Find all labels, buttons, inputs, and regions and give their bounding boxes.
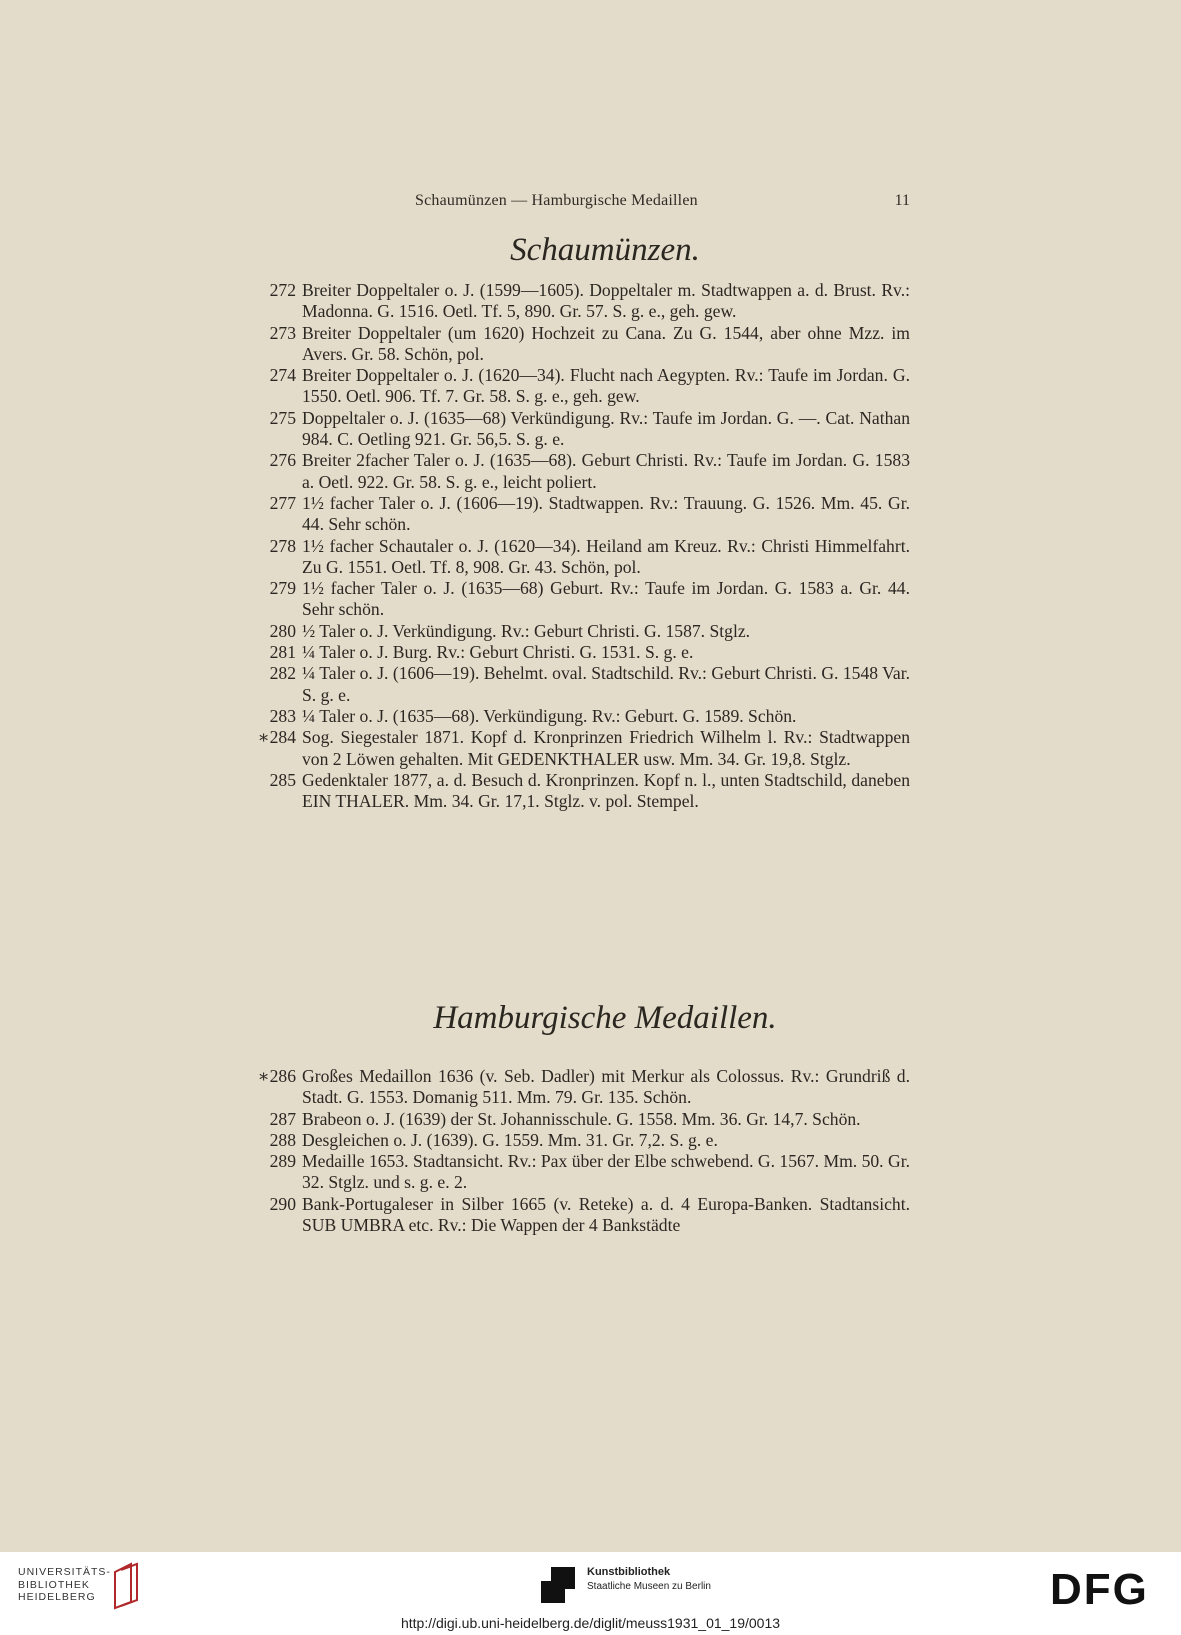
catalog-entry [246, 1109, 910, 1130]
entry-description: Breiter Doppeltaler (um 1620) Hochzeit zu Cana. Zu G. 1544, aber ohne Mzz. im Avers. Gr. 58. Schön, pol. [302, 322, 910, 364]
entry-description: Doppeltaler o. J. (1635—68) Verkündigung. Rv.: Taufe im Jordan. G. —. Cat. Nathan 984. C. Oetling 921. Gr. 56,5. S. g. e. [302, 407, 910, 450]
catalog-entry [246, 365, 910, 408]
catalog-entry [246, 280, 910, 323]
entry-description: Gedenktaler 1877, a. d. Besuch d. Kronprinzen. Kopf n. l., unten Stadtschild, daneben EIN THALER. Mm. 34. Gr. 17,1. Stglz. v. pol. Stempel. [302, 769, 910, 812]
entry-description: Medaille 1653. Stadtansicht. Rv.: Pax über der Elbe schwebend. G. 1567. Mm. 50. Gr. 32. Stglz. und s. g. e. 2. [302, 1151, 910, 1193]
entry-number: 274 [269, 365, 296, 386]
university-logo-line: UNIVERSITÄTS- [18, 1566, 111, 1578]
university-library-icon [111, 1562, 141, 1610]
catalog-entry [246, 493, 910, 536]
section-title-schaumuenzen: Schaumünzen. [510, 232, 700, 268]
running-header [300, 192, 910, 216]
entry-description: Breiter Doppeltaler o. J. (1599—1605). Doppeltaler m. Stadtwappen a. d. Brust. Rv.: Madonna. G. 1516. Oetl. Tf. 5, 890. Gr. 57. S. g. e., geh. gew. [302, 280, 910, 322]
catalog-entry [246, 1066, 910, 1109]
catalog-entry [246, 1130, 910, 1151]
running-title: Schaumünzen — Hamburgische Medaillen [415, 192, 698, 209]
catalog-entry [246, 706, 910, 727]
entry-number: 289 [269, 1151, 296, 1172]
catalog-entry [246, 450, 910, 493]
entry-list-hamburgische-medaillen [246, 1066, 910, 1236]
entry-description: Breiter 2facher Taler o. J. (1635—68). Geburt Christi. Rv.: Taufe im Jordan. G. 1583 a. Oetl. 922. Gr. 58. S. g. e., leicht poliert. [302, 450, 910, 492]
dfg-logo[interactable]: DFG [1050, 1565, 1149, 1614]
entry-description: ¼ Taler o. J. Burg. Rv.: Geburt Christi. G. 1531. S. g. e. [302, 642, 694, 663]
entry-number: ∗286 [257, 1066, 296, 1086]
entry-number: 278 [269, 535, 296, 556]
permalink-url[interactable]: http://digi.ub.uni-heidelberg.de/diglit/meuss1931_01_19/0013 [400, 1615, 781, 1631]
catalog-entry [246, 663, 910, 706]
entry-description: ¼ Taler o. J. (1606—19). Behelmt. oval. Stadtschild. Rv.: Geburt Christi. G. 1548 Var. S. g. e. [302, 663, 910, 705]
entry-number: 287 [269, 1108, 296, 1129]
catalog-entry [246, 578, 910, 621]
catalog-entry [246, 727, 910, 770]
catalog-entry [246, 1151, 910, 1194]
catalog-entry [246, 323, 910, 366]
entry-description: Sog. Siegestaler 1871. Kopf d. Kronprinzen Friedrich Wilhelm l. Rv.: Stadtwappen von 2 Löwen gehalten. Mit GEDENKTHALER usw. Mm. 34. Gr. 19,8. Stglz. [302, 727, 910, 769]
entry-number: 279 [269, 578, 296, 599]
catalog-entry [246, 536, 910, 579]
entry-list-schaumuenzen [246, 280, 910, 812]
university-logo-line: BIBLIOTHEK [18, 1578, 90, 1591]
entry-number: 281 [269, 642, 296, 663]
entry-number: ∗284 [257, 727, 296, 748]
entry-number: 280 [269, 620, 296, 641]
entry-description: Brabeon o. J. (1639) der St. Johannisschule. G. 1558. Mm. 36. Gr. 14,7. Schön. [302, 1108, 861, 1129]
entry-number: 290 [269, 1193, 296, 1214]
entry-number: 277 [269, 492, 296, 513]
page-number: 11 [894, 192, 910, 209]
entry-number: 276 [269, 450, 296, 471]
entry-description: 1½ facher Taler o. J. (1606—19). Stadtwappen. Rv.: Trauung. G. 1526. Mm. 45. Gr. 44. Sehr schön. [302, 492, 910, 535]
catalog-entry [246, 770, 910, 813]
catalog-entry [246, 1194, 910, 1237]
entry-number: 272 [269, 280, 296, 300]
kunstbibliothek-name: Kunstbibliothek [587, 1566, 671, 1578]
kunstbibliothek-subtitle: Staatliche Museen zu Berlin [587, 1581, 711, 1592]
catalog-entry [246, 621, 910, 642]
entry-number: 283 [269, 705, 296, 726]
entry-description: Großes Medaillon 1636 (v. Seb. Dadler) mit Merkur als Colossus. Rv.: Grundriß d. Stadt. G. 1553. Domanig 511. Mm. 79. Gr. 135. Schön. [302, 1066, 910, 1108]
university-logo-line: HEIDELBERG [18, 1591, 96, 1603]
kunstbibliothek-logo-icon [541, 1567, 575, 1603]
section-title-hamburgische-medaillen: Hamburgische Medaillen. [433, 1000, 777, 1036]
entry-description: 1½ facher Schautaler o. J. (1620—34). Heiland am Kreuz. Rv.: Christi Himmelfahrt. Zu G. 1551. Oetl. Tf. 8, 908. Gr. 43. Schön, pol. [302, 535, 910, 577]
entry-number: 275 [269, 407, 296, 428]
entry-description: ¼ Taler o. J. (1635—68). Verkündigung. Rv.: Geburt. G. 1589. Schön. [302, 705, 797, 726]
university-library-logo[interactable] [18, 1566, 111, 1604]
entry-number: 273 [269, 322, 296, 343]
entry-description: Desgleichen o. J. (1639). G. 1559. Mm. 31. Gr. 7,2. S. g. e. [302, 1129, 718, 1150]
entry-number: 285 [269, 769, 296, 790]
catalog-entry [246, 642, 910, 663]
entry-description: ½ Taler o. J. Verkündigung. Rv.: Geburt Christi. G. 1587. Stglz. [302, 620, 751, 641]
entry-number: 282 [269, 663, 296, 684]
entry-description: 1½ facher Taler o. J. (1635—68) Geburt. Rv.: Taufe im Jordan. G. 1583 a. Gr. 44. Sehr schön. [302, 578, 910, 620]
entry-description: Breiter Doppeltaler o. J. (1620—34). Flucht nach Aegypten. Rv.: Taufe im Jordan. G. 1550. Oetl. 906. Tf. 7. Gr. 58. S. g. e., geh. gew. [302, 365, 910, 407]
entry-number: 288 [269, 1129, 296, 1150]
catalog-entry [246, 408, 910, 451]
kunstbibliothek-logo[interactable] [587, 1566, 711, 1592]
entry-description: Bank-Portugaleser in Silber 1665 (v. Reteke) a. d. 4 Europa-Banken. Stadtansicht. SUB UMBRA etc. Rv.: Die Wappen der 4 Bankstädte [302, 1193, 910, 1236]
